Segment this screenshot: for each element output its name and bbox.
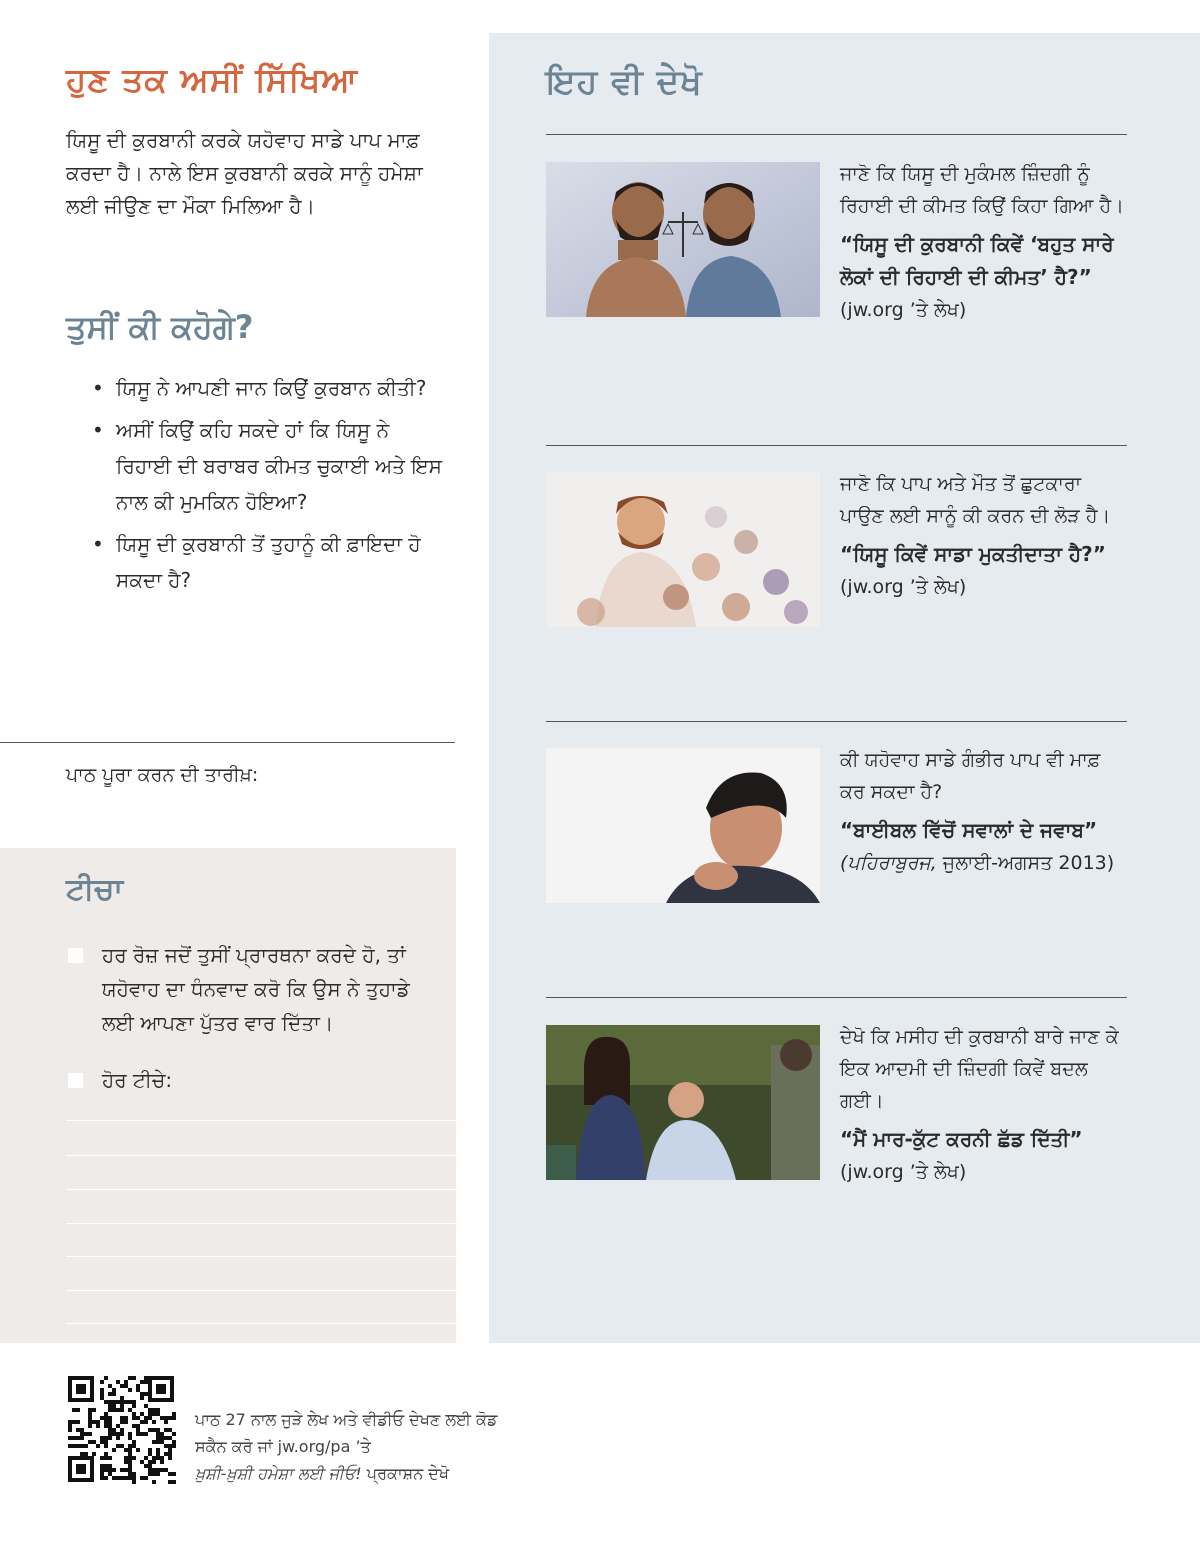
card-text xyxy=(840,468,1130,603)
writing-line[interactable] xyxy=(66,1256,456,1257)
checkbox[interactable] xyxy=(68,1073,83,1088)
article-link[interactable]: “ਬਾਈਬਲ ਵਿੱਚੋਂ ਸਵਾਲਾਂ ਦੇ ਜਵਾਬ” xyxy=(840,818,1098,842)
card-description: ਜਾਣੋ ਕਿ ਪਾਪ ਅਤੇ ਮੌਤ ਤੋਂ ਛੁਟਕਾਰਾ ਪਾਉਣ ਲਈ ਸਾਨੂੰ ਕੀ ਕਰਨ ਦੀ ਲੋੜ ਹੈ। xyxy=(840,473,1111,527)
qr-code-icon[interactable] xyxy=(66,1374,176,1484)
qr-caption-text: ਪ੍ਰਕਾਸ਼ਨ ਦੇਖੋ xyxy=(361,1464,450,1483)
card-text xyxy=(840,158,1130,326)
card-image-ransom[interactable] xyxy=(546,162,820,317)
divider xyxy=(546,997,1127,998)
writing-line[interactable] xyxy=(66,1120,456,1121)
questions-list xyxy=(90,370,450,604)
article-link[interactable]: “ਯਿਸੂ ਦੀ ਕੁਰਬਾਨੀ ਕਿਵੇਂ ‘ਬਹੁਤ ਸਾਰੇ ਲੋਕਾਂ ਦੀ ਰਿਹਾਈ ਦੀ ਕੀਮਤ’ ਹੈ?” xyxy=(840,232,1114,289)
goal-item xyxy=(66,938,446,1040)
article-link[interactable]: “ਯਿਸੂ ਕਿਵੇਂ ਸਾਡਾ ਮੁਕਤੀਦਾਤਾ ਹੈ?” xyxy=(840,542,1106,566)
writing-line[interactable] xyxy=(66,1189,456,1190)
goal-title: ਟੀਚਾ xyxy=(66,872,124,907)
qr-caption xyxy=(195,1406,515,1487)
card-image-prayer[interactable] xyxy=(546,748,820,903)
divider xyxy=(546,134,1127,135)
article-source: (jw.org ’ਤੇ ਲੇਖ) xyxy=(840,576,967,598)
writing-line[interactable] xyxy=(66,1155,456,1156)
article-source: (jw.org ’ਤੇ ਲੇਖ) xyxy=(840,1161,967,1183)
article-source: ਜੁਲਾਈ-ਅਗਸਤ 2013) xyxy=(942,852,1115,874)
article-source: (jw.org ’ਤੇ ਲੇਖ) xyxy=(840,299,967,321)
divider xyxy=(546,721,1127,722)
list-item xyxy=(90,526,450,598)
questions-title: ਤੁਸੀਂ ਕੀ ਕਹੋਗੇ? xyxy=(66,308,254,346)
bullet-icon: • xyxy=(92,418,104,442)
card-description: ਦੇਖੋ ਕਿ ਮਸੀਹ ਦੀ ਕੁਰਬਾਨੀ ਬਾਰੇ ਜਾਣ ਕੇ ਇਕ ਆਦਮੀ ਦੀ ਜ਼ਿੰਦਗੀ ਕਿਵੇਂ ਬਦਲ ਗਈ। xyxy=(840,1026,1119,1112)
publication-title: ਖ਼ੁਸ਼ੀ-ਖ਼ੁਸ਼ੀ ਹਮੇਸ਼ਾ ਲਈ ਜੀਓ! xyxy=(195,1464,362,1483)
card-text xyxy=(840,1021,1130,1188)
question-text: ਯਿਸੂ ਦੀ ਕੁਰਬਾਨੀ ਤੋਂ ਤੁਹਾਨੂੰ ਕੀ ਫ਼ਾਇਦਾ ਹੋ ਸਕਦਾ ਹੈ? xyxy=(116,532,421,592)
goal-item xyxy=(66,1063,446,1097)
question-text: ਅਸੀਂ ਕਿਉਂ ਕਹਿ ਸਕਦੇ ਹਾਂ ਕਿ ਯਿਸੂ ਨੇ ਰਿਹਾਈ ਦੀ ਬਰਾਬਰ ਕੀਮਤ ਚੁਕਾਈ ਅਤੇ ਇਸ ਨਾਲ ਕੀ ਮੁਮਕਿਨ ਹੋਇਆ? xyxy=(116,418,443,514)
card-image-testimony[interactable] xyxy=(546,1025,820,1180)
card-text xyxy=(840,744,1130,879)
card-description: ਕੀ ਯਹੋਵਾਹ ਸਾਡੇ ਗੰਭੀਰ ਪਾਪ ਵੀ ਮਾਫ਼ ਕਰ ਸਕਦਾ ਹੈ? xyxy=(840,749,1101,803)
summary-text: ਯਿਸੂ ਦੀ ਕੁਰਬਾਨੀ ਕਰਕੇ ਯਹੋਵਾਹ ਸਾਡੇ ਪਾਪ ਮਾਫ਼ ਕਰਦਾ ਹੈ। ਨਾਲੇ ਇਸ ਕੁਰਬਾਨੀ ਕਰਕੇ ਸਾਨੂੰ ਹਮੇਸ਼ਾ ਲਈ ਜੀਉਣ ਦਾ ਮੌਕਾ ਮਿਲਿਆ ਹੈ। xyxy=(66,128,423,218)
writing-line[interactable] xyxy=(66,1223,456,1224)
card-image-savior[interactable] xyxy=(546,472,820,627)
checkbox[interactable] xyxy=(68,948,83,963)
list-item xyxy=(90,412,450,520)
divider xyxy=(0,742,455,743)
question-text: ਯਿਸੂ ਨੇ ਆਪਣੀ ਜਾਨ ਕਿਉਂ ਕੁਰਬਾਨ ਕੀਤੀ? xyxy=(116,376,427,400)
bullet-icon: • xyxy=(92,532,104,556)
summary-title: ਹੁਣ ਤਕ ਅਸੀਂ ਸਿੱਖਿਆ xyxy=(66,60,359,99)
bullet-icon: • xyxy=(92,376,104,400)
article-link[interactable]: “ਮੈਂ ਮਾਰ-ਕੁੱਟ ਕਰਨੀ ਛੱਡ ਦਿੱਤੀ” xyxy=(840,1127,1083,1151)
goal-text: ਹੋਰ ਟੀਚੇ: xyxy=(102,1068,173,1092)
article-source: (ਪਹਿਰਾਬੁਰਜ, xyxy=(840,852,937,874)
writing-line[interactable] xyxy=(66,1323,456,1324)
completion-date-label: ਪਾਠ ਪੂਰਾ ਕਰਨ ਦੀ ਤਾਰੀਖ਼: xyxy=(66,764,259,786)
divider xyxy=(546,445,1127,446)
qr-caption-text: ਪਾਠ 27 ਨਾਲ ਜੁੜੇ ਲੇਖ ਅਤੇ ਵੀਡੀਓ ਦੇਖਣ ਲਈ ਕੋਡ ਸਕੈਨ ਕਰੋ ਜਾਂ jw.org/pa ’ਤੇ xyxy=(195,1410,498,1456)
card-description: ਜਾਣੋ ਕਿ ਯਿਸੂ ਦੀ ਮੁਕੰਮਲ ਜ਼ਿੰਦਗੀ ਨੂੰ ਰਿਹਾਈ ਦੀ ਕੀਮਤ ਕਿਉਂ ਕਿਹਾ ਗਿਆ ਹੈ। xyxy=(840,163,1124,217)
goal-text: ਹਰ ਰੋਜ਼ ਜਦੋਂ ਤੁਸੀਂ ਪ੍ਰਾਰਥਨਾ ਕਰਦੇ ਹੋ, ਤਾਂ ਯਹੋਵਾਹ ਦਾ ਧੰਨਵਾਦ ਕਰੋ ਕਿ ਉਸ ਨੇ ਤੁਹਾਡੇ ਲਈ ਆਪਣਾ ਪੁੱਤਰ ਵਾਰ ਦਿੱਤਾ। xyxy=(102,943,410,1035)
writing-line[interactable] xyxy=(66,1290,456,1291)
list-item xyxy=(90,370,450,406)
see-also-title: ਇਹ ਵੀ ਦੇਖੋ xyxy=(546,62,703,102)
